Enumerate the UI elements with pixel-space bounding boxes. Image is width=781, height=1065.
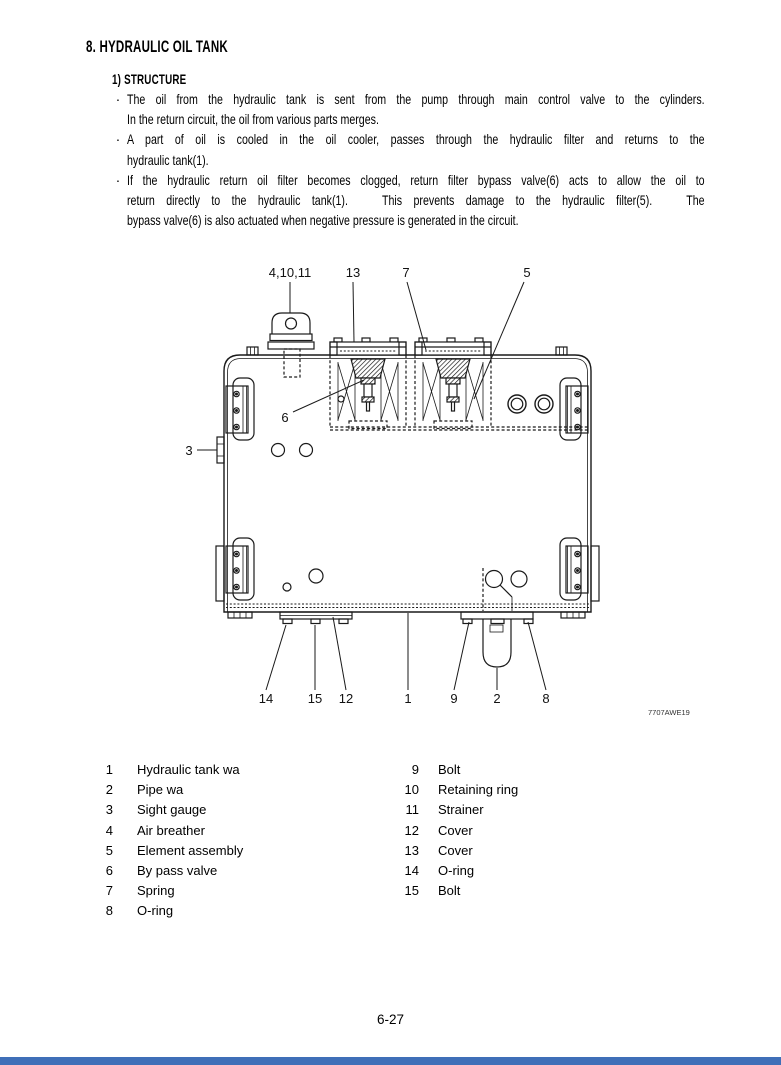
part-row (91, 841, 243, 861)
bracket-bottom-left (226, 538, 254, 600)
parts-list-right-column (397, 760, 518, 901)
part-number: 1 (105, 762, 113, 777)
bullet-3-line-3: bypass valve(6) is also actuated when negative pressure is generated in the circuit. (127, 212, 519, 229)
bullet-1 (109, 89, 781, 129)
bullet-marker: · (115, 171, 121, 188)
callout-3: 3 (185, 443, 193, 458)
part-row (397, 881, 518, 901)
part-row (397, 780, 518, 800)
parts-list-left-column (91, 760, 243, 922)
part-number: 6 (105, 863, 113, 879)
part-name: Sight gauge (137, 802, 207, 818)
callout-4-10-11: 4,10,11 (268, 265, 312, 280)
callout-5: 5 (523, 265, 531, 280)
bullet-marker: · (115, 131, 121, 148)
part-name: O-ring (438, 863, 475, 879)
bullet-1-line-1: The oil from the hydraulic tank is sent from the pump through main control valve to the cylinders. (127, 91, 705, 107)
bracket-bottom-right (560, 538, 588, 600)
section-heading: 1) STRUCTURE (112, 71, 187, 87)
part-number: 9 (411, 762, 419, 777)
callout-1: 1 (404, 691, 412, 706)
bullet-1-line-2: In the return circuit, the oil from various parts merges. (127, 111, 379, 128)
bullet-2-line-1: A part of oil is cooled in the oil cooler, passes through the hydraulic filter and returns to the (127, 131, 705, 148)
part-number: 13 (404, 842, 419, 858)
part-row (91, 861, 243, 881)
bullet-3-line-1: If the hydraulic return oil filter becomes clogged, return filter bypass valve(6) acts to allow the oil to (127, 171, 705, 188)
part-name: Strainer (438, 802, 484, 818)
drain-assembly (461, 612, 533, 667)
part-row (397, 800, 518, 820)
part-row (91, 760, 243, 780)
callout-15: 15 (307, 691, 323, 706)
callout-8: 8 (542, 691, 550, 706)
part-number: 14 (404, 863, 419, 879)
part-name: Bolt (438, 762, 461, 777)
part-number: 7 (105, 883, 113, 899)
callout-7: 7 (402, 265, 410, 280)
part-number: 12 (404, 822, 419, 838)
page-title: 8. HYDRAULIC OIL TANK (86, 38, 228, 56)
bottom-left-side-plate (216, 546, 224, 601)
part-name: Spring (137, 883, 175, 899)
figure-code: 7707AWE19 (648, 708, 690, 717)
bottom-right-side-plate (591, 546, 599, 601)
callout-6: 6 (281, 410, 289, 425)
face-holes (272, 396, 528, 611)
part-number: 3 (105, 802, 113, 818)
bracket-top-right (560, 378, 588, 440)
part-row (91, 821, 243, 841)
part-name: Retaining ring (438, 782, 519, 798)
part-number: 8 (105, 903, 113, 919)
structure-text (109, 89, 781, 230)
hydraulic-tank-diagram (140, 255, 730, 735)
tank-body (224, 355, 591, 612)
part-row (397, 841, 518, 861)
bullet-3 (109, 170, 781, 231)
part-row (397, 861, 518, 881)
part-row (91, 800, 243, 820)
part-name: Pipe wa (137, 782, 184, 798)
part-name: Hydraulic tank wa (137, 762, 240, 777)
part-row (91, 780, 243, 800)
bullet-2 (109, 129, 781, 169)
bullet-3-line-2: return directly to the hydraulic tank(1). This prevents damage to the hydraulic filter(5). The (127, 192, 705, 209)
part-row (397, 760, 518, 780)
return-filter-left (330, 338, 406, 429)
callout-14: 14 (258, 691, 274, 706)
footer-accent-bar (0, 1057, 781, 1065)
bracket-top-left (226, 378, 254, 440)
part-number: 5 (105, 842, 113, 858)
part-name: O-ring (137, 903, 174, 919)
callout-9: 9 (450, 691, 458, 706)
top-bolt-tabs (247, 347, 567, 355)
bottom-feet (228, 612, 585, 618)
part-name: Bolt (438, 883, 461, 899)
part-number: 11 (405, 802, 419, 818)
callout-2: 2 (493, 691, 501, 706)
part-row (91, 881, 243, 901)
part-name: Cover (438, 822, 473, 838)
part-number: 10 (404, 782, 419, 798)
page-number: 6-27 (376, 1012, 405, 1027)
part-number: 2 (105, 782, 113, 798)
air-breather (268, 313, 314, 377)
sight-gauge (217, 437, 224, 463)
part-name: Air breather (137, 822, 205, 838)
part-name: By pass valve (137, 863, 218, 879)
part-number: 4 (105, 822, 113, 838)
return-filter-right (415, 338, 491, 429)
part-row (397, 821, 518, 841)
bullet-2-line-2: hydraulic tank(1). (127, 151, 209, 168)
part-name: Element assembly (137, 842, 244, 858)
callout-13: 13 (345, 265, 361, 280)
side-ports (508, 395, 553, 413)
bottom-cover-plate (280, 612, 352, 624)
bullet-marker: · (115, 91, 121, 107)
part-name: Cover (438, 842, 473, 858)
part-row (91, 901, 243, 921)
callout-12: 12 (338, 691, 354, 706)
part-number: 15 (404, 883, 419, 899)
